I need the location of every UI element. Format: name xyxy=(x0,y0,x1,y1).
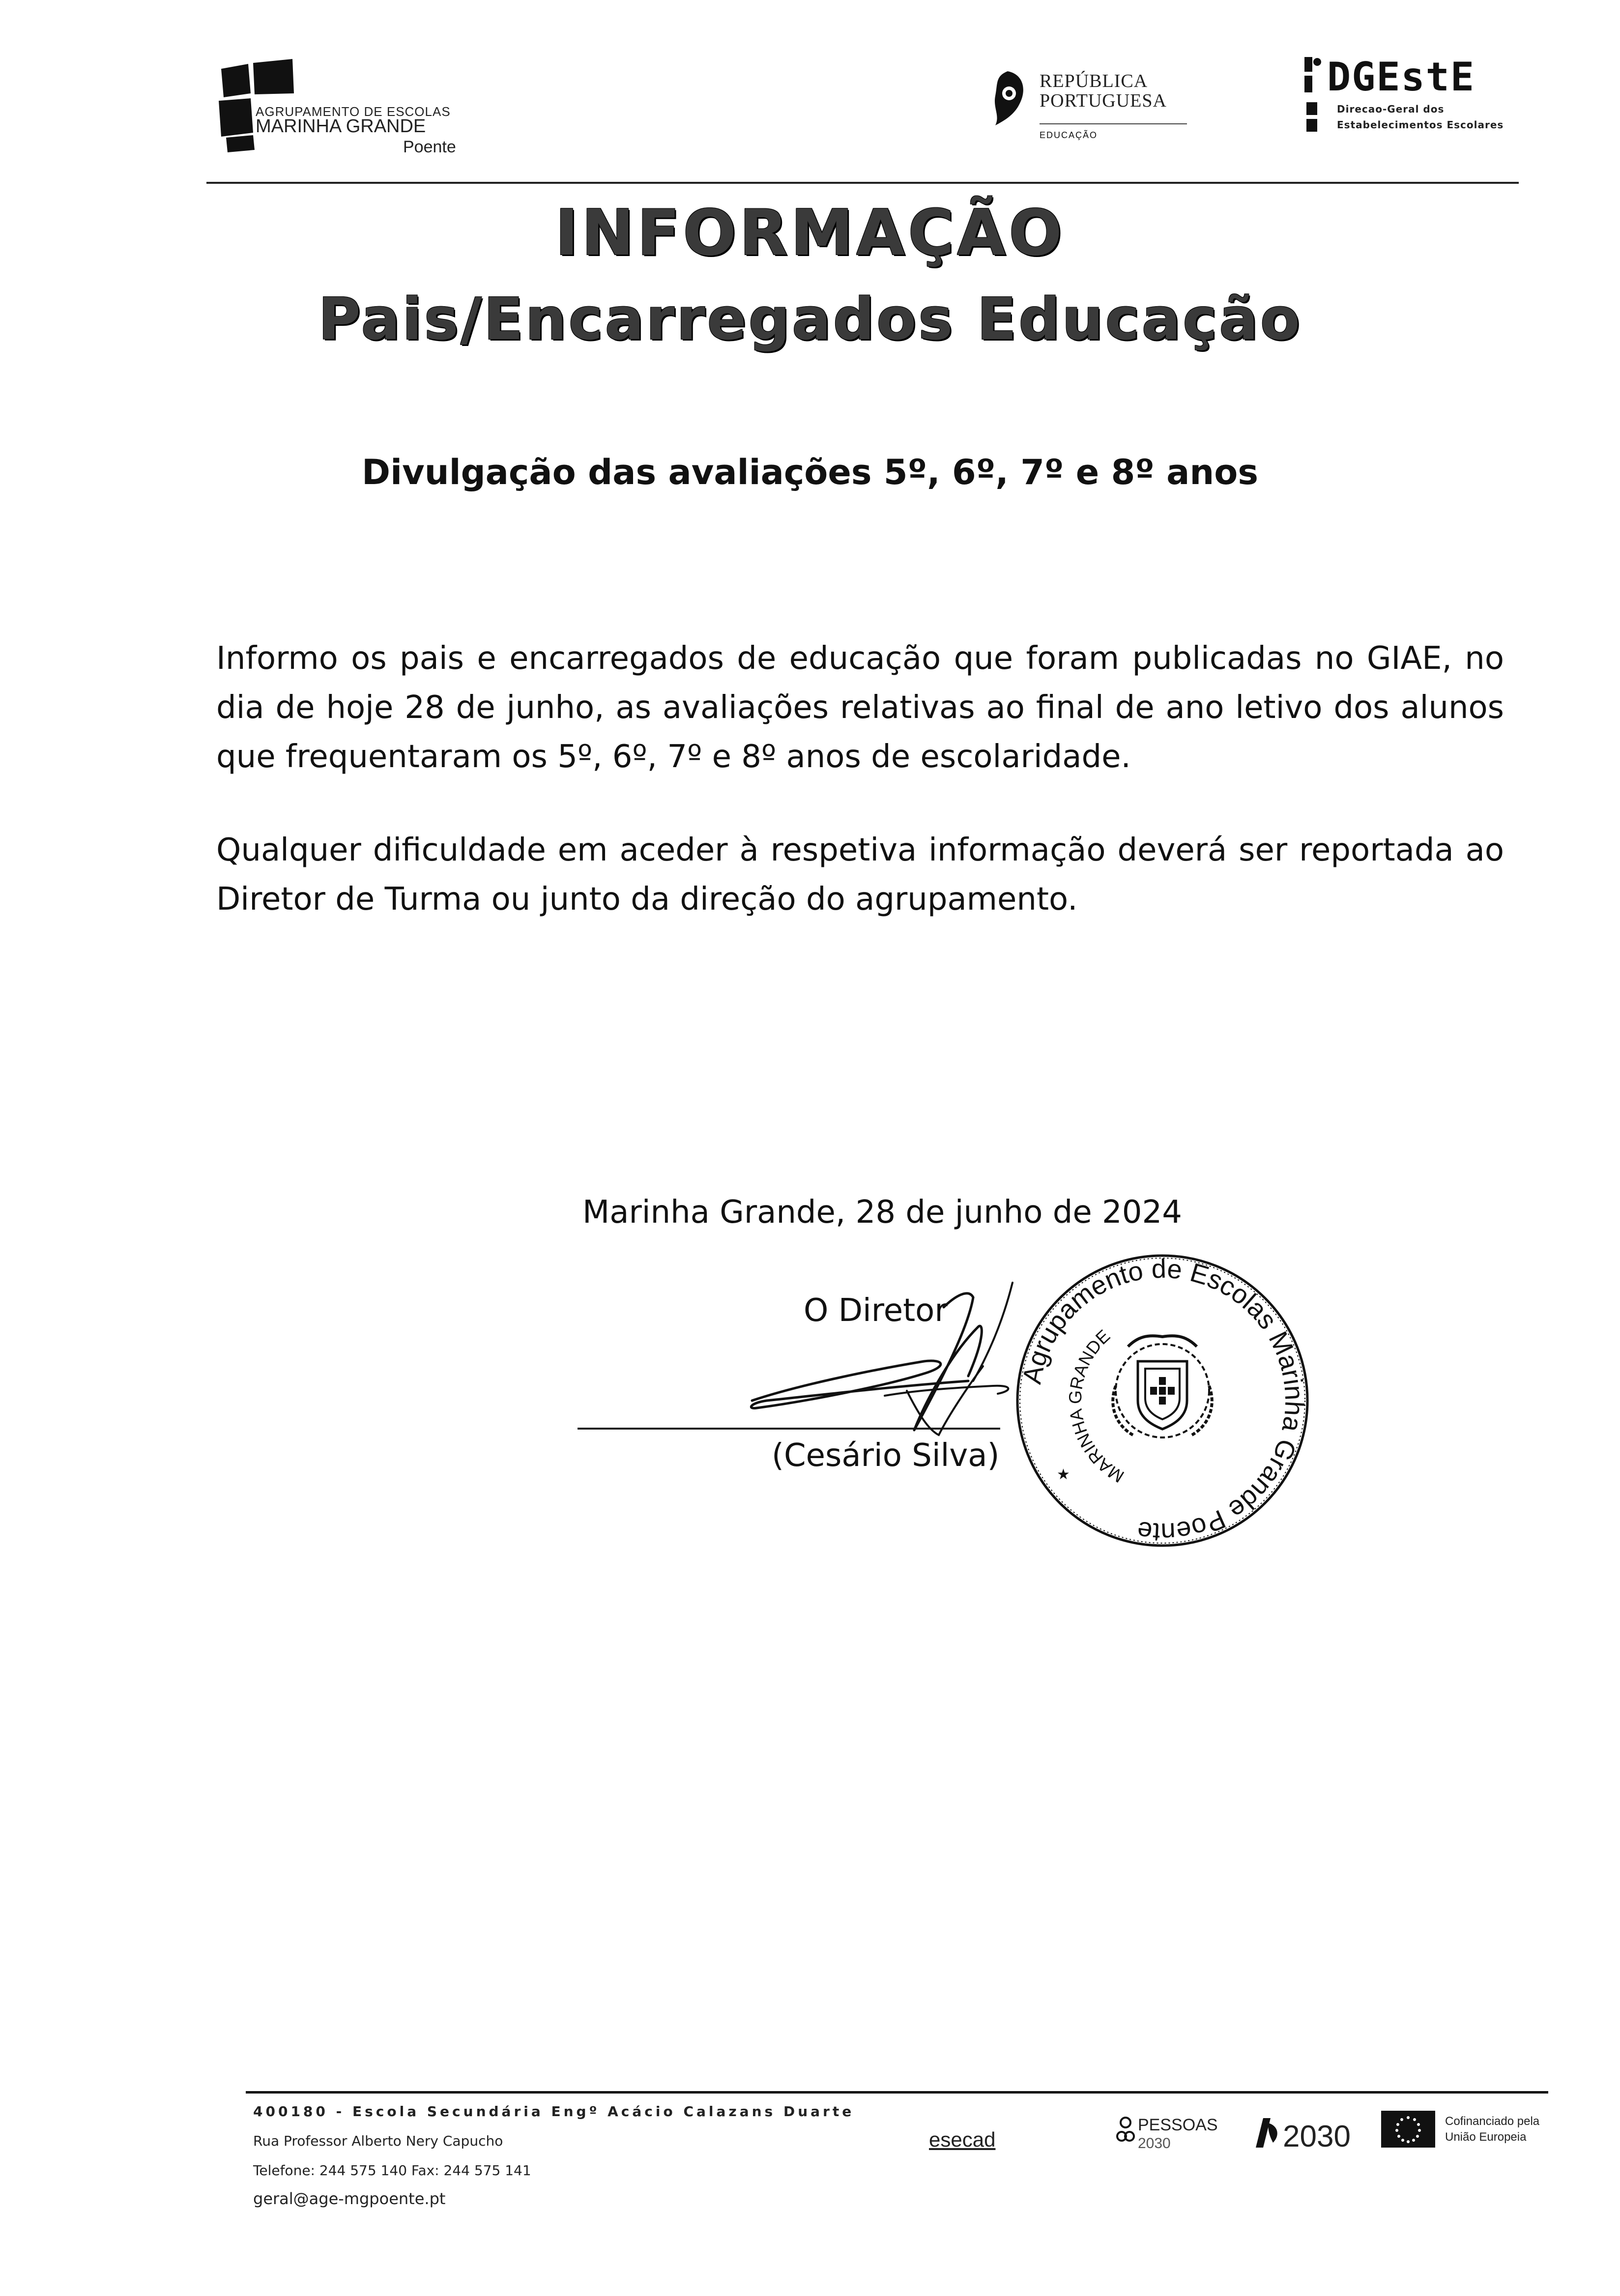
place-date: Marinha Grande, 28 de junho de 2024 xyxy=(582,1194,1182,1231)
republica-divider xyxy=(1040,123,1187,124)
pessoas-label: PESSOAS xyxy=(1138,2116,1218,2134)
pessoas-icon xyxy=(1116,2116,1135,2150)
body-paragraph: Informo os pais e encarregados de educação que foram publicadas no GIAE, no dia de hoje 28 de junho, as avaliações relativas ao final de ano letivo dos alunos que frequentaram os 5º, 6º, 7º e 8º anos de escolaridade. xyxy=(216,640,1504,775)
star-icon: ★ xyxy=(1057,1466,1070,1483)
handwritten-signature xyxy=(737,1268,1057,1455)
eu-cofinancing-logo xyxy=(1381,2111,1543,2155)
director-name: (Cesário Silva) xyxy=(772,1437,1000,1474)
official-stamp xyxy=(1010,1248,1315,1553)
stamp-outer-text: Agrupamento de Escolas Marinha Grande Poente xyxy=(1017,1254,1309,1548)
school-logo-line2: MARINHA GRANDE xyxy=(256,116,426,137)
portugal-2030-label: 2030 xyxy=(1283,2120,1351,2153)
eu-line1: Cofinanciado pela xyxy=(1445,2115,1540,2128)
school-logo-line3: Poente xyxy=(403,138,456,156)
footer-divider xyxy=(246,2091,1548,2094)
coat-of-arms-icon xyxy=(1113,1336,1212,1437)
republica-line2: PORTUGUESA xyxy=(1040,90,1167,111)
footer-phone: Telefone: 244 575 140 Fax: 244 575 141 xyxy=(253,2162,531,2179)
dgeste-line1: Direcao-Geral dos xyxy=(1337,103,1445,115)
document-subject: Divulgação das avaliações 5º, 6º, 7º e 8º anos xyxy=(362,452,1258,492)
portugal-2030-icon xyxy=(1248,2113,1283,2152)
portuguese-emblem-icon xyxy=(985,69,1030,128)
pessoas-2030-logo xyxy=(1116,2113,1234,2157)
footer-address: Rua Professor Alberto Nery Capucho xyxy=(253,2133,503,2149)
document-title: INFORMAÇÃO xyxy=(555,197,1065,270)
header-divider xyxy=(206,182,1519,184)
body-paragraph: Qualquer dificuldade em aceder à respetiva informação deverá ser reportada ao Diretor de Turma ou junto da direção do agrupamento. xyxy=(216,832,1504,918)
eu-flag-icon xyxy=(1381,2111,1435,2148)
document-subtitle: Pais/Encarregados Educação xyxy=(318,285,1302,353)
eu-line2: União Europeia xyxy=(1445,2130,1527,2144)
esecad-logo: esecad xyxy=(929,2128,996,2151)
dgeste-logo xyxy=(1302,54,1529,143)
republica-portuguesa-logo xyxy=(983,66,1199,152)
republica-line1: REPÚBLICA xyxy=(1040,71,1148,91)
dgeste-mark-icon xyxy=(1302,54,1324,143)
director-title: O Diretor xyxy=(804,1292,948,1329)
school-logo-line1: AGRUPAMENTO DE ESCOLAS xyxy=(256,104,451,119)
school-logo xyxy=(211,59,457,157)
portugal-2030-logo xyxy=(1248,2113,1366,2157)
footer-email: geral@age-mgpoente.pt xyxy=(253,2189,446,2208)
dgeste-title: DGEstE xyxy=(1327,54,1475,100)
pessoas-year: 2030 xyxy=(1138,2135,1171,2152)
stamp-inner-text: MARINHA GRANDE xyxy=(1065,1325,1128,1487)
dgeste-line2: Estabelecimentos Escolares xyxy=(1337,119,1504,131)
footer-school: 400180 - Escola Secundária Engº Acácio Calazans Duarte xyxy=(253,2103,855,2120)
republica-line3: EDUCAÇÃO xyxy=(1040,130,1098,140)
